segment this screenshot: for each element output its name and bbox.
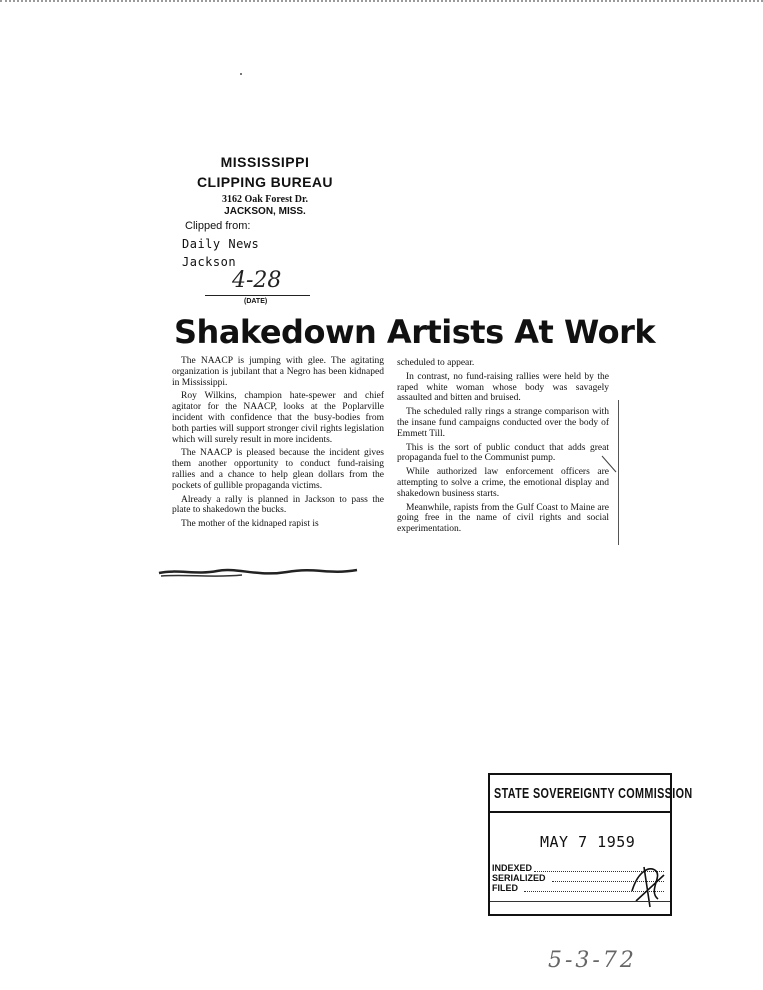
pen-scribble-mark <box>157 563 387 581</box>
paragraph: Roy Wilkins, champion hate-spewer and chief agitator for the NAACP, looks at the Poplarville incident with confidence that the busy-bodies from both parties will support stronger civil rights legislation which will surely result in more incidents. <box>172 391 384 445</box>
clipping-bureau-header <box>170 154 360 217</box>
bureau-name-line1: MISSISSIPPI <box>220 154 310 170</box>
paragraph: The NAACP is pleased because the incident gives them another opportunity to conduct fund-raising rallies and a chance to help glean dollars from the pockets of gullible propaganda victims. <box>172 448 384 491</box>
top-edge-perforation <box>0 0 763 4</box>
stamp-title: STATE SOVEREIGNTY COMMISSION <box>494 785 693 802</box>
paragraph: The NAACP is jumping with glee. The agitating organization is jubilant that a Negro has been kidnaped in Mississippi. <box>172 356 384 388</box>
date-caption: (DATE) <box>244 298 268 305</box>
handwritten-date: 4-28 <box>232 268 282 293</box>
stamp-date: MAY 7 1959 <box>540 833 636 851</box>
paper-speck <box>240 73 242 75</box>
stamp-field-filed: FILED <box>492 883 518 893</box>
paragraph: Meanwhile, rapists from the Gulf Coast to Maine are going free in the name of civil rights and social experimentation. <box>397 502 609 535</box>
article-headline: Shakedown Artists At Work <box>174 313 656 351</box>
margin-pencil-line <box>618 400 619 545</box>
article-left-column <box>172 356 384 533</box>
article-right-column <box>397 358 609 538</box>
paragraph: In contrast, no fund-raising rallies were held by the raped white woman whose body was savagely assaulted and bitten and bruised. <box>397 371 609 404</box>
paragraph: This is the sort of public conduct that adds great propaganda fuel to the Communist pump. <box>397 442 609 464</box>
stamp-bottom-rule <box>490 901 670 902</box>
commission-stamp <box>488 773 693 916</box>
source-city: Jackson <box>182 255 237 269</box>
bureau-city: JACKSON, MISS. <box>224 206 306 217</box>
stamp-field-serialized: SERIALIZED <box>492 873 546 883</box>
date-underline <box>205 295 310 296</box>
stamp-rule <box>490 811 670 813</box>
stamp-field-indexed: INDEXED <box>492 863 533 873</box>
paragraph: The mother of the kidnaped rapist is <box>181 519 319 530</box>
paragraph: The scheduled rally rings a strange comparison with the insane fund campaigns conducted over the body of Emmett Till. <box>397 407 609 439</box>
bureau-name-line2: CLIPPING BUREAU <box>197 174 333 190</box>
paragraph: Already a rally is planned in Jackson to pass the plate to shakedown the bucks. <box>172 494 384 516</box>
pencil-tick-mark <box>600 454 618 474</box>
bureau-address: 3162 Oak Forest Dr. <box>221 194 309 205</box>
paragraph: scheduled to appear. <box>397 358 475 368</box>
clipped-from-label: Clipped from: <box>185 220 251 232</box>
paragraph: While authorized law enforcement officers are attempting to solve a crime, the emotional display and shakedown business starts. <box>397 467 609 499</box>
source-paper: Daily News <box>182 237 260 251</box>
handwritten-file-number: 5-3-72 <box>548 948 637 973</box>
